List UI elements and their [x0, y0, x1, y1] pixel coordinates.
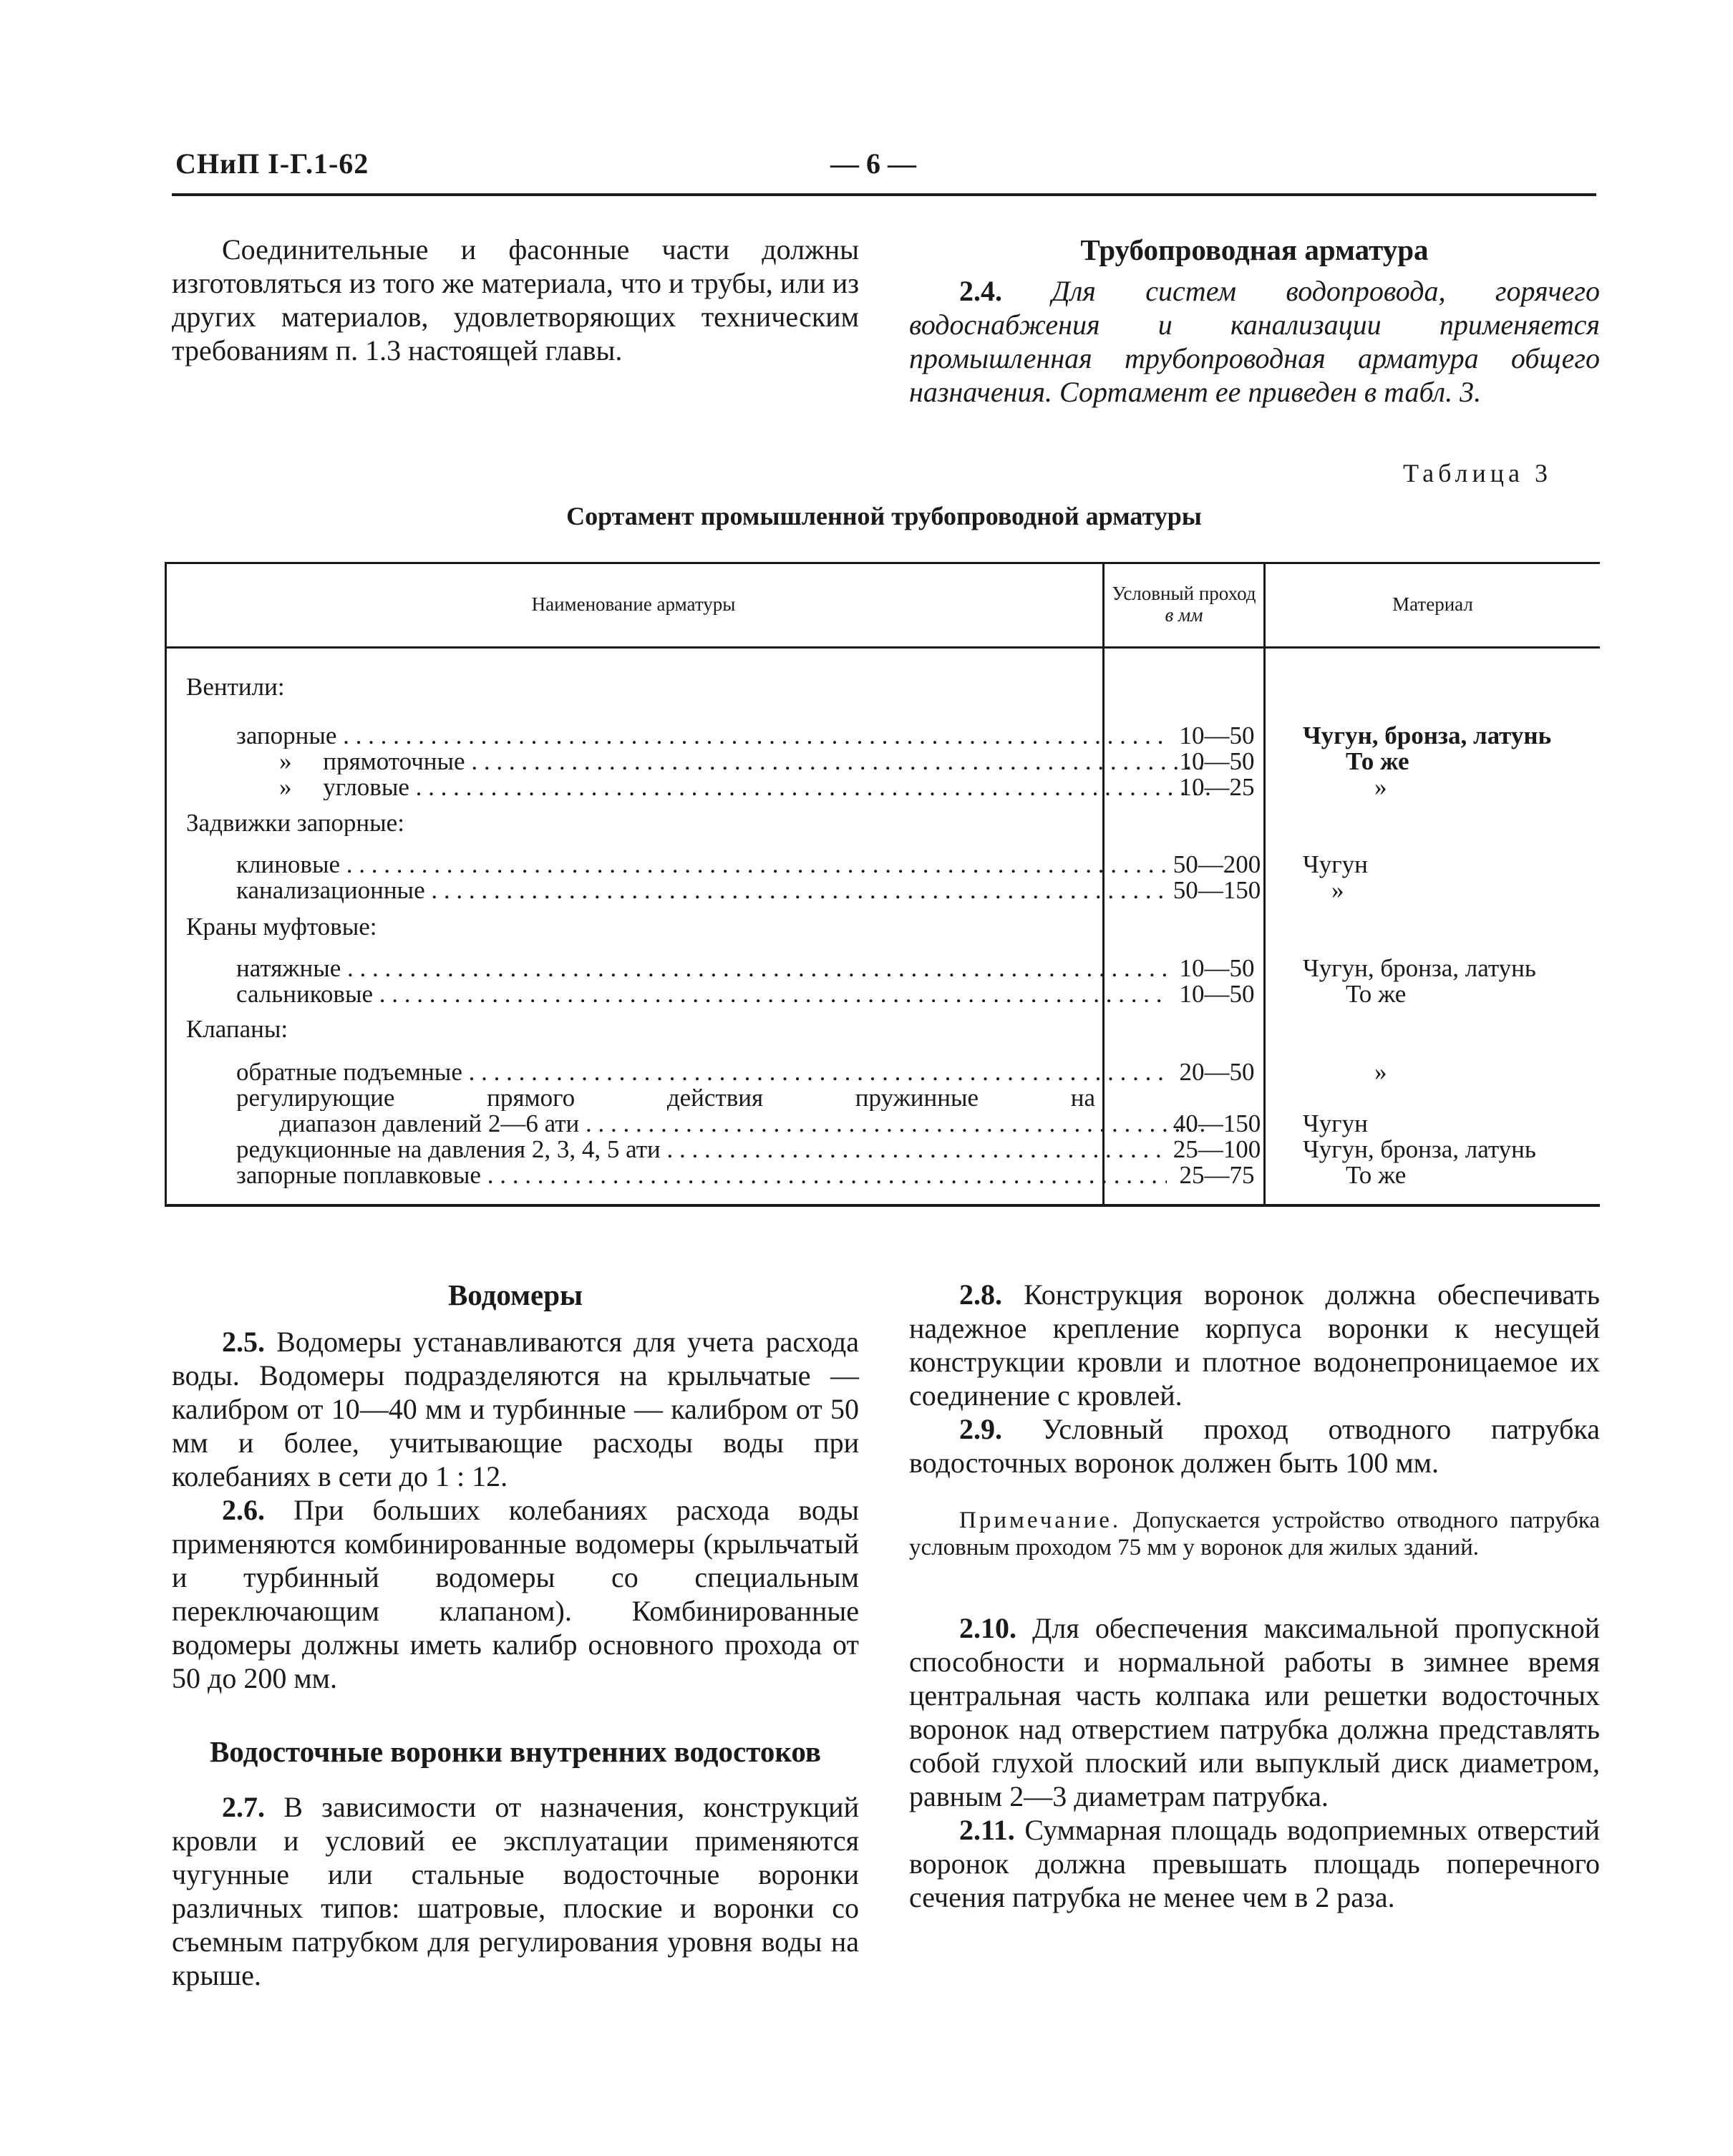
- row-size: 25—100: [1173, 1135, 1261, 1163]
- table-row: [165, 1137, 1600, 1162]
- row-name: » прямоточные . . .: [279, 749, 1210, 774]
- paragraph-2-10: [909, 1611, 1600, 1813]
- header-material: Материал: [1392, 593, 1473, 615]
- row-size: 10—50: [1179, 747, 1255, 775]
- row-material: Чугун: [1303, 1109, 1368, 1137]
- paragraph-number: 2.8.: [959, 1278, 1002, 1311]
- paragraph-number: 2.9.: [959, 1413, 1002, 1445]
- pipe-fittings-section: [909, 233, 1600, 409]
- header-size-line2: в мм: [1165, 604, 1203, 626]
- table-label: Таблица 3: [1403, 459, 1552, 487]
- fittings-table: [165, 562, 1600, 1206]
- row-name: обратные подъемные . . .: [236, 1059, 1167, 1085]
- row-material: То же: [1346, 747, 1409, 775]
- paragraph-text: Водомеры устанавливаются для учета расхода воды. Водомеры подразделяются на крыльчатые — калибром от 10—40 мм и турбинные — калибром от 50 мм и более, учитывающие расходы воды при колебаниях в сети до 1 : 12.: [172, 1326, 860, 1492]
- row-name: » угловые . . .: [279, 774, 1210, 800]
- row-name: натяжные . . .: [236, 956, 1167, 981]
- paragraph-2-6: [172, 1493, 859, 1695]
- row-name: регулирующие прямого действия пружинные на: [236, 1085, 1095, 1111]
- paragraph-text: При больших колебаниях расхода воды применяются комбинированные водомеры (крыльчатый и турбинный водомеры со специальным переключающим клапаном). Комбинированные водомеры должны иметь калибр основного прохода от 50 до 200 мм.: [172, 1494, 859, 1694]
- row-name: канализационные . . .: [236, 878, 1167, 903]
- row-name: Вентили:: [186, 674, 285, 700]
- row-material: Чугун: [1303, 850, 1368, 878]
- document-code: СНиП I-Г.1-62: [175, 147, 369, 180]
- paragraph-2-7: [172, 1790, 859, 1992]
- row-material: »: [1331, 876, 1344, 904]
- paragraph-text: Условный проход отводного патрубка водосточных воронок должен быть 100 мм.: [909, 1413, 1600, 1479]
- table-row: [165, 749, 1600, 774]
- row-size: 10—50: [1179, 954, 1255, 982]
- row-size: 10—50: [1179, 980, 1255, 1008]
- table-title: Сортамент промышленной трубопроводной арматуры: [566, 502, 1202, 530]
- header-size: [1105, 562, 1263, 646]
- row-size: 10—50: [1179, 722, 1255, 749]
- row-material: »: [1374, 1058, 1387, 1086]
- paragraph-2-11: [909, 1813, 1600, 1914]
- right-column: [909, 1278, 1600, 1914]
- row-size: 20—50: [1179, 1058, 1255, 1086]
- paragraph-2-5: [172, 1325, 859, 1493]
- table-row: [165, 1162, 1600, 1188]
- note: [909, 1507, 1600, 1561]
- paragraph-2-8: [909, 1278, 1600, 1412]
- page-number: — 6 —: [830, 147, 916, 180]
- row-name: диапазон давлений 2—6 ати . . .: [279, 1111, 1210, 1137]
- row-material: Чугун, бронза, латунь: [1303, 1135, 1536, 1163]
- table-row: [165, 1016, 1600, 1042]
- paragraph-text: В зависимости от назначения, конструкций кровли и условий ее эксплуатации применяются чугунные или стальные водосточные воронки различных типов: шатровые, плоские и воронки со съемным патрубком для регулирования уровня воды на крыше.: [172, 1791, 859, 1991]
- paragraph-2-4: [909, 274, 1600, 409]
- paragraph-number: 2.7.: [222, 1791, 265, 1823]
- row-size: 50—150: [1173, 876, 1261, 904]
- intro-paragraph: Соединительные и фасонные части должны изготовляться из того же материала, что и трубы, или из других материалов, удовлетворяющих техническим требованиям п. 1.3 настоящей главы.: [172, 233, 859, 366]
- row-size: 40—150: [1173, 1109, 1261, 1137]
- row-name: редукционные на давления 2, 3, 4, 5 ати . . .: [236, 1137, 1167, 1162]
- row-size: 50—200: [1173, 850, 1261, 878]
- paragraph-text: Для обеспечения максимальной пропускной способности и нормальной работы в зимнее время центральная часть колпака или решетки водосточных воронок над отверстием патрубка должна представлять собой глухой плоский или выпуклый диск диаметром, равным 2—3 диаметрам патрубка.: [909, 1612, 1600, 1812]
- table-row: [165, 852, 1600, 878]
- row-name: запорные поплавковые . . .: [236, 1162, 1167, 1188]
- section-heading: Водомеры: [447, 1278, 583, 1311]
- paragraph-number: 2.5.: [222, 1326, 265, 1358]
- section-heading: Водосточные воронки внутренних водостоков: [209, 1735, 822, 1768]
- table-row: [165, 1059, 1600, 1085]
- paragraph-number: 2.6.: [222, 1494, 265, 1526]
- table-row: [165, 774, 1600, 800]
- paragraph-text: Конструкция воронок должна обеспечивать надежное крепление корпуса воронки к несущей конструкции кровли и плотное водонепроницаемое их соединение с кровлей.: [909, 1278, 1600, 1412]
- table-row: [165, 1085, 1600, 1111]
- table-row: [165, 914, 1600, 940]
- table-row: [165, 674, 1600, 700]
- table-header-rule: [165, 646, 1600, 649]
- row-size: 25—75: [1179, 1161, 1255, 1189]
- header-name: Наименование арматуры: [531, 593, 736, 615]
- left-column: [172, 1278, 859, 1992]
- row-name: Клапаны:: [186, 1016, 288, 1042]
- table-row: [165, 723, 1600, 749]
- paragraph-number: 2.4.: [959, 275, 1002, 307]
- table-row: [165, 878, 1600, 903]
- paragraph-text: Для систем водопровода, горячего водоснабжения и канализации применяется промышленная трубопроводная арматура общего назначения. Сортамент ее приведен в табл. 3.: [909, 275, 1600, 408]
- table-row: [165, 810, 1600, 836]
- table-bottom-rule: [165, 1204, 1600, 1207]
- row-material: »: [1374, 773, 1387, 801]
- paragraph-number: 2.11.: [959, 1814, 1015, 1846]
- section-heading: Трубопроводная арматура: [1080, 233, 1429, 266]
- note-text: Допускается устройство отводного патрубка условным проходом 75 мм у воронок для жилых зданий.: [909, 1507, 1600, 1560]
- row-name: сальниковые . . .: [236, 981, 1167, 1007]
- table-row: [165, 956, 1600, 981]
- header-size-line1: Условный проход: [1112, 583, 1256, 604]
- row-name: Краны муфтовые:: [186, 914, 377, 940]
- table-row: [165, 1111, 1600, 1137]
- paragraph-number: 2.10.: [959, 1612, 1016, 1644]
- paragraph-text: Суммарная площадь водоприемных отверстий воронок должна превышать площадь поперечного сечения патрубка не менее чем в 2 раза.: [909, 1814, 1600, 1913]
- row-name: запорные . . .: [236, 723, 1167, 749]
- note-label: Примечание.: [959, 1507, 1122, 1533]
- row-name: клиновые . . .: [236, 852, 1167, 878]
- row-material: То же: [1346, 1161, 1407, 1189]
- row-name: Задвижки запорные:: [186, 810, 404, 836]
- row-size: 10—25: [1179, 773, 1255, 801]
- table-row: [165, 981, 1600, 1007]
- paragraph-2-9: [909, 1412, 1600, 1480]
- row-material: Чугун, бронза, латунь: [1303, 954, 1536, 982]
- row-material: То же: [1346, 980, 1407, 1008]
- row-material: Чугун, бронза, латунь: [1303, 722, 1552, 749]
- header-rule: [172, 193, 1596, 196]
